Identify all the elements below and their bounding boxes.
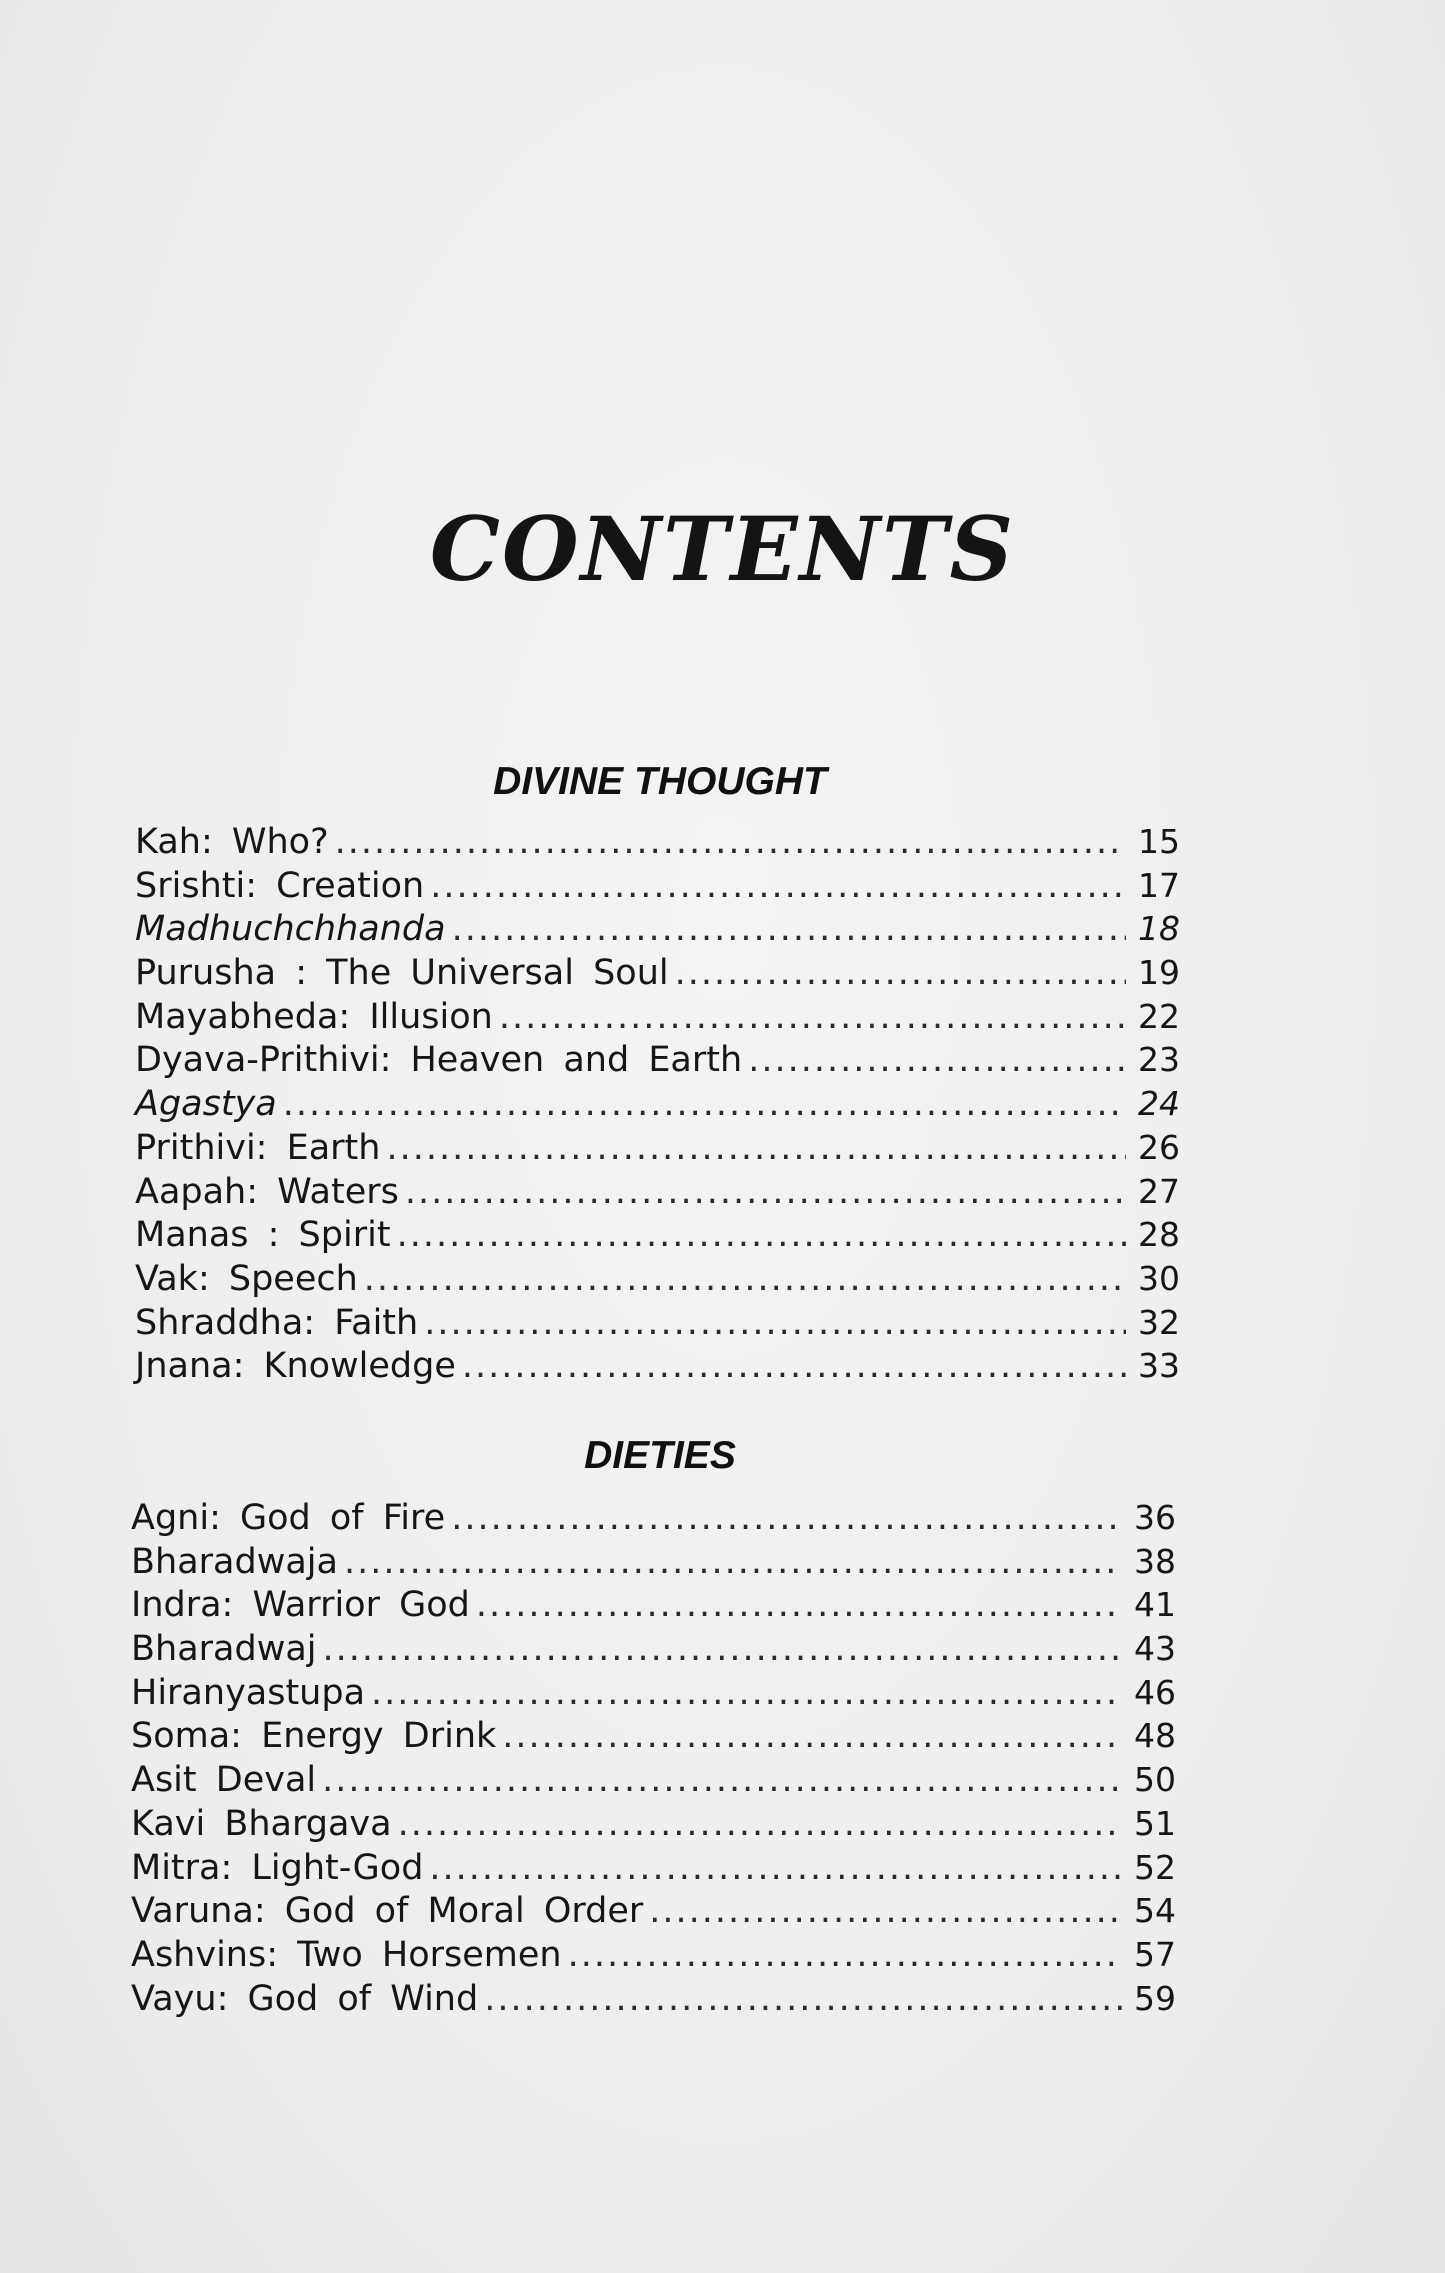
- toc-entry-title: Purusha : The Universal Soul: [135, 953, 669, 994]
- toc-entry-title: Bharadwaj: [131, 1629, 317, 1670]
- dot-leader: [476, 1585, 1122, 1625]
- toc-entry: [131, 1935, 1176, 1979]
- toc-entry: [135, 1172, 1180, 1216]
- toc-entry-page-number: 33: [1138, 1346, 1180, 1386]
- toc-list-dieties: [131, 1498, 1176, 2022]
- section-heading-divine-thought: DIVINE THOUGHT: [493, 760, 827, 803]
- dot-leader: [335, 822, 1126, 862]
- dot-leader: [484, 1979, 1122, 2019]
- toc-entry-page-number: 26: [1138, 1127, 1180, 1167]
- toc-entry-title: Vayu: God of Wind: [131, 1978, 479, 2019]
- toc-entry-title: Jnana: Knowledge: [135, 1346, 456, 1387]
- toc-entry-title: Agni: God of Fire: [131, 1498, 446, 1538]
- toc-entry-page-number: 23: [1138, 1040, 1180, 1080]
- dot-leader: [675, 953, 1126, 993]
- toc-entry-page-number: 51: [1134, 1803, 1176, 1843]
- toc-entry: [131, 1760, 1176, 1804]
- toc-entry-title: Manas : Spirit: [135, 1215, 391, 1256]
- dot-leader: [451, 1498, 1122, 1538]
- toc-entry: [131, 1848, 1176, 1892]
- toc-entry-title: Asit Deval: [131, 1760, 317, 1801]
- toc-list-divine-thought: [135, 822, 1180, 1390]
- toc-entry: [135, 1215, 1180, 1259]
- toc-entry-page-number: 48: [1134, 1716, 1176, 1756]
- toc-entry-page-number: 15: [1138, 822, 1180, 861]
- toc-entry-title: Bharadwaja: [131, 1541, 338, 1582]
- toc-entry-title: Srishti: Creation: [135, 865, 425, 906]
- toc-entry-title: Dyava-Prithivi: Heaven and Earth: [135, 1040, 743, 1081]
- toc-entry-title: Mayabheda: Illusion: [135, 996, 493, 1037]
- toc-entry: [135, 1259, 1180, 1303]
- dot-leader: [452, 909, 1126, 949]
- dot-leader: [386, 1128, 1126, 1168]
- dot-leader: [398, 1804, 1122, 1844]
- toc-entry: [135, 1346, 1180, 1390]
- dot-leader: [568, 1935, 1122, 1975]
- toc-entry: [131, 1891, 1176, 1935]
- toc-entry: [135, 953, 1180, 997]
- section-heading-dieties: DIETIES: [584, 1434, 736, 1477]
- dot-leader: [405, 1172, 1126, 1212]
- toc-entry: [131, 1585, 1176, 1629]
- toc-entry-title: Madhuchchhanda: [135, 909, 446, 950]
- toc-entry-title: Kavi Bhargava: [131, 1803, 392, 1844]
- dot-leader: [283, 1084, 1126, 1124]
- toc-entry: [135, 822, 1180, 866]
- toc-entry: [135, 1128, 1180, 1172]
- dot-leader: [462, 1346, 1126, 1386]
- toc-entry: [135, 997, 1180, 1041]
- toc-entry-title: Indra: Warrior God: [131, 1585, 470, 1626]
- dot-leader: [649, 1891, 1122, 1931]
- toc-entry: [131, 1804, 1176, 1848]
- toc-entry: [135, 1040, 1180, 1084]
- toc-entry-page-number: 22: [1138, 996, 1180, 1036]
- toc-entry-page-number: 24: [1138, 1084, 1180, 1124]
- dot-leader: [748, 1040, 1126, 1080]
- toc-entry-page-number: 27: [1138, 1171, 1180, 1211]
- toc-entry: [131, 1629, 1176, 1673]
- toc-entry: [131, 1673, 1176, 1717]
- dot-leader: [499, 997, 1126, 1037]
- toc-entry: [135, 909, 1180, 953]
- dot-leader: [344, 1542, 1122, 1582]
- dot-leader: [424, 1303, 1126, 1343]
- page-title: CONTENTS: [429, 497, 1016, 601]
- dot-leader: [430, 866, 1126, 906]
- toc-entry-title: Agastya: [135, 1084, 277, 1125]
- toc-entry-title: Hiranyastupa: [131, 1672, 366, 1713]
- toc-entry-title: Shraddha: Faith: [135, 1302, 419, 1343]
- toc-entry: [131, 1716, 1176, 1760]
- dot-leader: [364, 1259, 1126, 1299]
- toc-entry-title: Prithivi: Earth: [135, 1127, 381, 1168]
- toc-entry-page-number: 54: [1134, 1891, 1176, 1931]
- toc-entry-page-number: 57: [1134, 1934, 1176, 1974]
- toc-entry: [135, 866, 1180, 910]
- toc-entry-page-number: 17: [1138, 865, 1180, 905]
- toc-entry-page-number: 19: [1138, 953, 1180, 993]
- dot-leader: [323, 1629, 1123, 1669]
- toc-entry-page-number: 46: [1134, 1672, 1176, 1712]
- toc-entry-title: Varuna: God of Moral Order: [131, 1891, 644, 1932]
- dot-leader: [429, 1848, 1122, 1888]
- toc-entry-title: Soma: Energy Drink: [131, 1716, 497, 1757]
- toc-entry-page-number: 18: [1138, 909, 1180, 949]
- toc-entry-page-number: 32: [1138, 1302, 1180, 1342]
- toc-entry-title: Mitra: Light-God: [131, 1847, 424, 1888]
- toc-entry-page-number: 30: [1138, 1258, 1180, 1298]
- toc-entry-page-number: 43: [1134, 1629, 1176, 1669]
- toc-entry-title: Vak: Speech: [135, 1258, 358, 1299]
- toc-entry-page-number: 28: [1138, 1215, 1180, 1255]
- toc-entry-title: Kah: Who?: [135, 822, 329, 862]
- toc-entry-page-number: 38: [1134, 1541, 1176, 1581]
- toc-entry-page-number: 52: [1134, 1847, 1176, 1887]
- toc-entry: [131, 1979, 1176, 2023]
- toc-entry: [131, 1542, 1176, 1586]
- toc-entry-page-number: 50: [1134, 1760, 1176, 1800]
- toc-entry-page-number: 36: [1134, 1498, 1176, 1537]
- toc-entry: [135, 1084, 1180, 1128]
- dot-leader: [397, 1215, 1126, 1255]
- toc-entry-page-number: 41: [1134, 1585, 1176, 1625]
- toc-entry: [131, 1498, 1176, 1542]
- toc-entry-title: Ashvins: Two Horsemen: [131, 1934, 562, 1975]
- toc-entry: [135, 1303, 1180, 1347]
- dot-leader: [502, 1716, 1122, 1756]
- dot-leader: [322, 1760, 1122, 1800]
- toc-entry-title: Aapah: Waters: [135, 1171, 399, 1212]
- dot-leader: [371, 1673, 1122, 1713]
- toc-entry-page-number: 59: [1134, 1978, 1176, 2018]
